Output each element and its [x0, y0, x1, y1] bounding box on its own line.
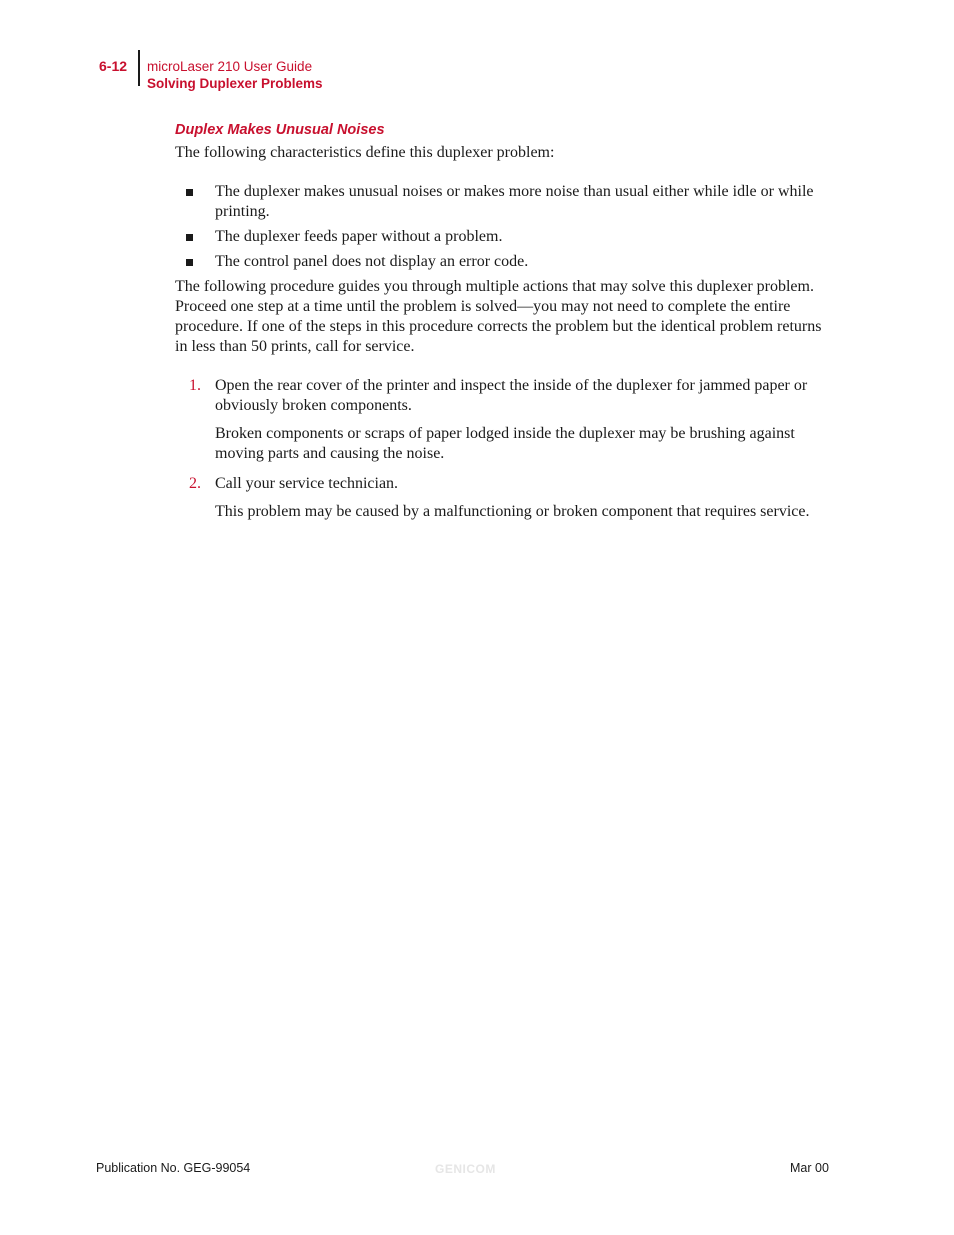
intro-paragraph: The following characteristics define this duplexer problem: [175, 144, 555, 161]
page-number: 6-12 [99, 58, 128, 74]
watermark-logo: GENICOM [435, 1162, 496, 1176]
step-number: 1. [189, 377, 201, 394]
list-item [175, 252, 831, 272]
section-title: Solving Duplexer Problems [147, 76, 323, 91]
step-text: Call your service technician. [215, 475, 399, 492]
main-content [175, 121, 831, 532]
list-item [175, 227, 831, 247]
step-text: Open the rear cover of the printer and inspect the inside of the duplexer for jammed paper or obviously broken components. [215, 377, 808, 414]
procedure-step [175, 474, 831, 522]
characteristics-list [175, 182, 831, 272]
square-bullet-icon [186, 234, 193, 241]
publication-date: Mar 00 [790, 1161, 829, 1175]
procedure-step [175, 376, 831, 464]
step-note: Broken components or scraps of paper lodged inside the duplexer may be brushing against moving parts and causing the noise. [215, 425, 795, 462]
header-divider [138, 50, 140, 86]
list-item-text: The control panel does not display an error code. [215, 253, 529, 270]
subheading: Duplex Makes Unusual Noises [175, 122, 385, 138]
step-number: 2. [189, 475, 201, 492]
publication-number: Publication No. GEG-99054 [96, 1161, 251, 1175]
square-bullet-icon [186, 259, 193, 266]
square-bullet-icon [186, 189, 193, 196]
procedure-steps [175, 376, 831, 522]
list-item-text: The duplexer makes unusual noises or makes more noise than usual either while idle or while printing. [215, 183, 814, 220]
procedure-intro: The following procedure guides you through multiple actions that may solve this duplexer problem. Proceed one step at a time until the problem is solved—you may not need to complete the entire procedure. If one of the steps in this procedure corrects the problem but the identical problem returns in less than 50 prints, call for service. [175, 278, 822, 355]
list-item [175, 182, 831, 222]
list-item-text: The duplexer feeds paper without a problem. [215, 228, 503, 245]
guide-title: microLaser 210 User Guide [147, 59, 313, 74]
step-note: This problem may be caused by a malfunctioning or broken component that requires service. [215, 503, 810, 520]
